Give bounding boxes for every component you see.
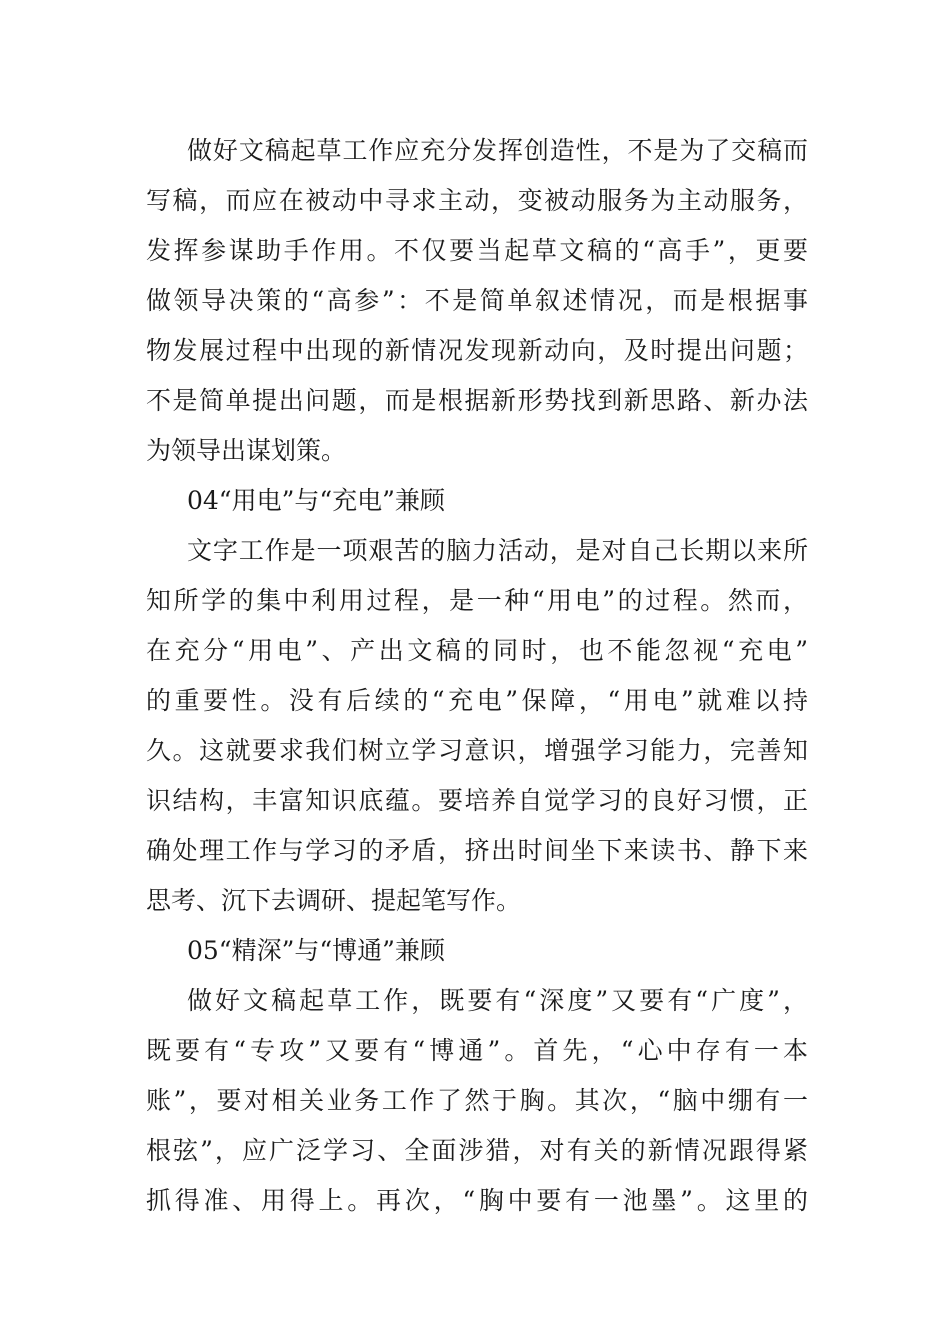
paragraph-1-line-7: 为领导出谋划策。 bbox=[146, 436, 347, 465]
paragraph-1-line-5: 物发展过程中出现的新情况发现新动向，及时提出问题； bbox=[146, 336, 808, 365]
paragraph-3-line-2: 既要有“专攻”又要有“博通”。首先，“心中存有一本 bbox=[146, 1036, 808, 1065]
section-heading-04: 04“用电”与“充电”兼顾 bbox=[187, 486, 445, 515]
paragraph-2-line-2: 知所学的集中利用过程，是一种“用电”的过程。然而， bbox=[146, 586, 808, 615]
paragraph-3-line-3: 账”，要对相关业务工作了然于胸。其次，“脑中绷有一 bbox=[146, 1086, 808, 1115]
paragraph-2-line-4: 的重要性。没有后续的“充电”保障，“用电”就难以持 bbox=[146, 686, 808, 715]
paragraph-2-line-3: 在充分“用电”、产出文稿的同时，也不能忽视“充电” bbox=[146, 636, 808, 665]
paragraph-1-line-6: 不是简单提出问题，而是根据新形势找到新思路、新办法 bbox=[146, 386, 808, 415]
paragraph-1-line-2: 写稿，而应在被动中寻求主动，变被动服务为主动服务， bbox=[146, 186, 808, 215]
paragraph-3-line-1: 做好文稿起草工作，既要有“深度”又要有“广度”， bbox=[187, 986, 808, 1015]
paragraph-3-line-4: 根弦”，应广泛学习、全面涉猎，对有关的新情况跟得紧 bbox=[146, 1136, 808, 1165]
paragraph-2-line-8: 思考、沉下去调研、提起笔写作。 bbox=[146, 886, 522, 915]
paragraph-3-line-5: 抓得准、用得上。再次，“胸中要有一池墨”。这里的 bbox=[146, 1186, 808, 1215]
paragraph-2-line-1: 文字工作是一项艰苦的脑力活动，是对自己长期以来所 bbox=[187, 536, 808, 565]
paragraph-1-line-4: 做领导决策的“高参”：不是简单叙述情况，而是根据事 bbox=[146, 286, 808, 315]
paragraph-2-line-6: 识结构，丰富知识底蕴。要培养自觉学习的良好习惯，正 bbox=[146, 786, 808, 815]
paragraph-1-line-3: 发挥参谋助手作用。不仅要当起草文稿的“高手”，更要 bbox=[146, 236, 808, 265]
paragraph-1-line-1: 做好文稿起草工作应充分发挥创造性，不是为了交稿而 bbox=[187, 136, 808, 165]
section-heading-05: 05“精深”与“博通”兼顾 bbox=[187, 936, 445, 965]
paragraph-2-line-7: 确处理工作与学习的矛盾，挤出时间坐下来读书、静下来 bbox=[146, 836, 808, 865]
paragraph-2-line-5: 久。这就要求我们树立学习意识，增强学习能力，完善知 bbox=[146, 736, 808, 765]
